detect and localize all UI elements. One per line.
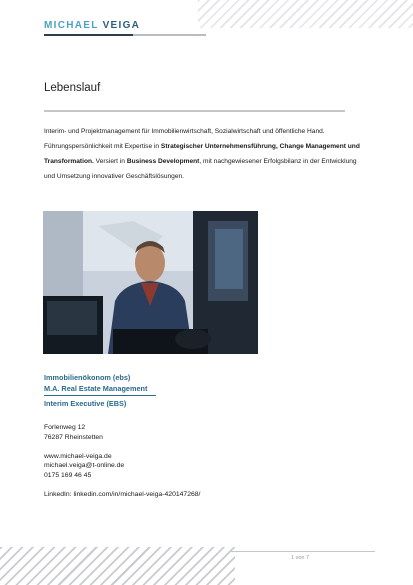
qualification-item: Interim Executive (EBS) (44, 399, 127, 408)
contact-block (44, 423, 200, 500)
intro-paragraph (44, 124, 366, 184)
decorative-stripes-top (198, 0, 413, 28)
intro-bold-2: Business Development (126, 158, 200, 165)
portrait-illustration (43, 211, 258, 354)
title-divider (44, 110, 345, 112)
intro-text-3: , mit nachgewiesener Erfolgsbilanz in der Entwicklung und Umsetzung innovativer Geschäftslösungen. (44, 158, 357, 180)
page-number: 1 von 7 (291, 555, 310, 561)
website-link[interactable]: www.michael-veiga.de (44, 452, 112, 460)
brand-underline (44, 34, 206, 36)
brand-logo (44, 20, 140, 31)
footer-divider (230, 551, 375, 552)
intro-bold-1: Strategischer Unternehmensführung, Change Management und Transformation. (44, 143, 360, 165)
qualification-item: Immobilienökonom (ebs) (44, 373, 131, 382)
phone-number: 0175 169 46 45 (44, 471, 92, 479)
linkedin-link[interactable]: LinkedIn: linkedin.com/in/michael-veiga-420147268/ (44, 491, 201, 499)
decorative-stripes-bottom (0, 547, 235, 585)
address-street: Forlenweg 12 (44, 424, 86, 431)
brand-first-name: MICHAEL (44, 20, 99, 31)
qualification-divider (44, 395, 156, 396)
brand-last-name: VEIGA (102, 20, 141, 31)
intro-text-2: Versiert in (93, 158, 127, 165)
email-link[interactable]: michael.veiga@t-online.de (44, 462, 125, 470)
qualifications (44, 372, 156, 409)
section-title: Lebenslauf (44, 82, 101, 94)
intro-text-1: Interim- und Projektmanagement für Immobilienwirtschaft, Sozialwirtschaft und öffentliche Hand. Führungspersönlichkeit mit Expertise in (44, 128, 325, 150)
qualification-item: M.A. Real Estate Management (44, 384, 148, 393)
portrait-photo (43, 211, 258, 354)
address-city: 76287 Rheinstetten (44, 433, 103, 441)
